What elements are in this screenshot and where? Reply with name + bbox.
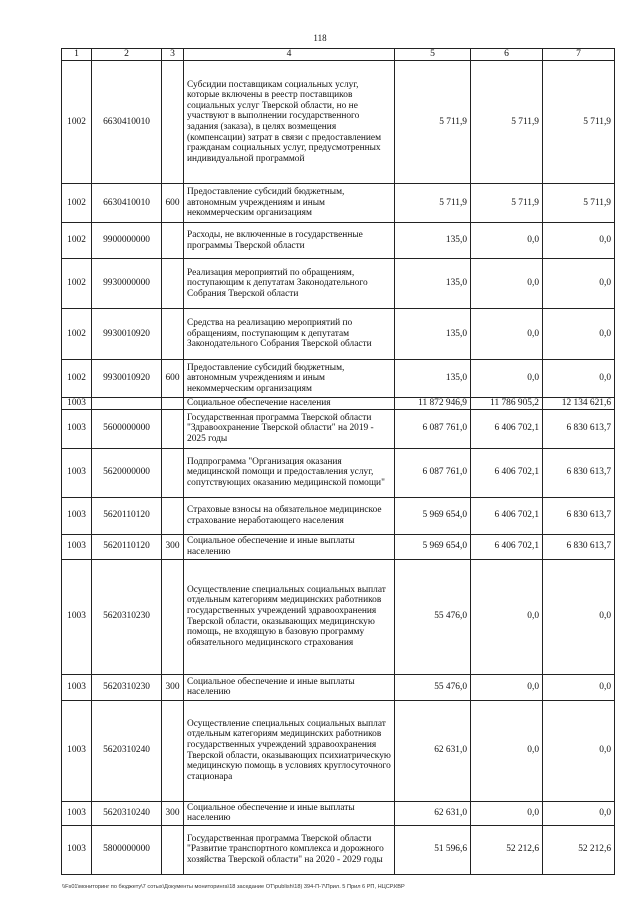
amount-col-5: 55 476,0 <box>395 674 471 700</box>
amount-col-6: 5 711,9 <box>471 184 543 223</box>
section-code: 1002 <box>62 184 92 223</box>
expense-type-code: 600 <box>162 184 184 223</box>
expense-type-code <box>162 398 184 410</box>
amount-col-5: 51 596,6 <box>395 825 471 874</box>
section-code: 1003 <box>62 398 92 410</box>
expense-type-code <box>162 259 184 309</box>
amount-col-7: 0,0 <box>543 223 615 259</box>
section-code: 1003 <box>62 448 92 497</box>
amount-col-7: 5 711,9 <box>543 61 615 184</box>
target-article-code: 5600000000 <box>92 409 162 448</box>
expense-type-code: 600 <box>162 360 184 398</box>
page-number: 118 <box>313 33 327 43</box>
amount-col-5: 135,0 <box>395 259 471 309</box>
amount-col-6: 0,0 <box>471 674 543 700</box>
section-code: 1002 <box>62 223 92 259</box>
target-article-code: 9900000000 <box>92 223 162 259</box>
section-code: 1003 <box>62 801 92 825</box>
amount-col-6: 0,0 <box>471 700 543 801</box>
amount-col-6: 0,0 <box>471 360 543 398</box>
amount-col-6: 11 786 905,2 <box>471 398 543 410</box>
target-article-code: 5620310240 <box>92 801 162 825</box>
amount-col-6: 0,0 <box>471 801 543 825</box>
expense-type-code <box>162 61 184 184</box>
table-row <box>62 801 615 825</box>
target-article-code: 6630410010 <box>92 61 162 184</box>
amount-col-6: 0,0 <box>471 259 543 309</box>
row-description: Реализация мероприятий по обращениям, поступающим к депутатам Законодательного Собрания Тверской области <box>184 259 395 309</box>
row-description: Предоставление субсидий бюджетным, автономным учреждениям и иным некоммерческим организациям <box>184 184 395 223</box>
table-row <box>62 259 615 309</box>
amount-col-7: 0,0 <box>543 674 615 700</box>
section-code: 1003 <box>62 674 92 700</box>
amount-col-6: 6 406 702,1 <box>471 409 543 448</box>
amount-col-5: 62 631,0 <box>395 801 471 825</box>
expense-type-code <box>162 223 184 259</box>
table-row <box>62 497 615 534</box>
row-description: Социальное обеспечение и иные выплаты населению <box>184 801 395 825</box>
target-article-code: 5800000000 <box>92 825 162 874</box>
table-row <box>62 409 615 448</box>
amount-col-6: 6 406 702,1 <box>471 534 543 559</box>
amount-col-7: 6 830 613,7 <box>543 409 615 448</box>
header-col-2: 2 <box>92 49 162 61</box>
expense-type-code: 300 <box>162 674 184 700</box>
table-row <box>62 825 615 874</box>
row-description: Осуществление специальных социальных выплат отдельным категориям медицинских работников государственных учреждений здравоохранения Тверской области, оказывающих психиатрическую медицинскую помощь в условиях круглосуточного стационара <box>184 700 395 801</box>
row-description: Социальное обеспечение и иные выплаты населению <box>184 674 395 700</box>
header-col-1: 1 <box>62 49 92 61</box>
amount-col-5: 135,0 <box>395 309 471 360</box>
amount-col-5: 135,0 <box>395 360 471 398</box>
row-description: Средства на реализацию мероприятий по обращениям, поступающим к депутатам Законодательного Собрания Тверской области <box>184 309 395 360</box>
target-article-code: 5620110120 <box>92 497 162 534</box>
header-col-6: 6 <box>471 49 543 61</box>
amount-col-5: 11 872 946,9 <box>395 398 471 410</box>
amount-col-5: 5 711,9 <box>395 61 471 184</box>
row-description: Социальное обеспечение населения <box>184 398 395 410</box>
amount-col-7: 6 830 613,7 <box>543 497 615 534</box>
header-col-4: 4 <box>184 49 395 61</box>
amount-col-7: 12 134 621,6 <box>543 398 615 410</box>
amount-col-7: 0,0 <box>543 700 615 801</box>
amount-col-5: 5 711,9 <box>395 184 471 223</box>
table-row <box>62 398 615 410</box>
table-row <box>62 448 615 497</box>
amount-col-6: 0,0 <box>471 223 543 259</box>
amount-col-5: 55 476,0 <box>395 559 471 674</box>
amount-col-6: 6 406 702,1 <box>471 448 543 497</box>
amount-col-5: 5 969 654,0 <box>395 534 471 559</box>
row-description: Расходы, не включенные в государственные программы Тверской области <box>184 223 395 259</box>
table-row <box>62 61 615 184</box>
amount-col-7: 0,0 <box>543 309 615 360</box>
target-article-code: 5620310230 <box>92 674 162 700</box>
target-article-code: 9930010920 <box>92 309 162 360</box>
amount-col-7: 0,0 <box>543 360 615 398</box>
row-description: Осуществление специальных социальных выплат отдельным категориям медицинских работников государственных учреждений здравоохранения Тверской области, оказывающих медицинскую помощь, не входящую в базовую программу обязательного медицинского страхования <box>184 559 395 674</box>
amount-col-6: 6 406 702,1 <box>471 497 543 534</box>
amount-col-5: 5 969 654,0 <box>395 497 471 534</box>
amount-col-5: 6 087 761,0 <box>395 448 471 497</box>
target-article-code: 9930010920 <box>92 360 162 398</box>
expense-type-code <box>162 309 184 360</box>
amount-col-7: 6 830 613,7 <box>543 534 615 559</box>
target-article-code: 5620310230 <box>92 559 162 674</box>
expense-type-code <box>162 700 184 801</box>
amount-col-6: 52 212,6 <box>471 825 543 874</box>
expense-type-code <box>162 497 184 534</box>
footer-file-path: \\Fs01\мониторинг по бюджету\7 сотых\Документы мониторинга\18 заседание ОТ\publish\18) 394-П-7\Прил. 5 Прил 6 РП, НЦСР.КВР <box>62 884 405 890</box>
section-code: 1003 <box>62 559 92 674</box>
expense-type-code <box>162 448 184 497</box>
section-code: 1003 <box>62 497 92 534</box>
amount-col-7: 0,0 <box>543 801 615 825</box>
header-col-3: 3 <box>162 49 184 61</box>
target-article-code: 5620000000 <box>92 448 162 497</box>
amount-col-5: 62 631,0 <box>395 700 471 801</box>
header-row <box>62 49 615 61</box>
expense-type-code <box>162 825 184 874</box>
row-description: Страховые взносы на обязательное медицинское страхование неработающего населения <box>184 497 395 534</box>
target-article-code: 6630410010 <box>92 184 162 223</box>
section-code: 1003 <box>62 825 92 874</box>
row-description: Субсидии поставщикам социальных услуг, которые включены в реестр поставщиков социальных услуг Тверской области, но не участвуют в выполнении государственного задания (заказа), в целях возмещения (компенсации) затрат в связи с предоставлением гражданам социальных услуг, предусмотренных индивидуальной программой <box>184 61 395 184</box>
row-description: Социальное обеспечение и иные выплаты населению <box>184 534 395 559</box>
target-article-code <box>92 398 162 410</box>
section-code: 1003 <box>62 534 92 559</box>
target-article-code: 5620310240 <box>92 700 162 801</box>
amount-col-7: 5 711,9 <box>543 184 615 223</box>
table-row <box>62 360 615 398</box>
expense-type-code: 300 <box>162 801 184 825</box>
amount-col-5: 135,0 <box>395 223 471 259</box>
amount-col-6: 5 711,9 <box>471 61 543 184</box>
row-description: Государственная программа Тверской области "Здравоохранение Тверской области" на 2019 - 2025 годы <box>184 409 395 448</box>
amount-col-6: 0,0 <box>471 309 543 360</box>
header-col-7: 7 <box>543 49 615 61</box>
budget-table <box>61 48 615 875</box>
section-code: 1002 <box>62 61 92 184</box>
table-row <box>62 184 615 223</box>
expense-type-code <box>162 409 184 448</box>
expense-type-code: 300 <box>162 534 184 559</box>
amount-col-7: 52 212,6 <box>543 825 615 874</box>
expense-type-code <box>162 559 184 674</box>
amount-col-6: 0,0 <box>471 559 543 674</box>
amount-col-7: 0,0 <box>543 259 615 309</box>
amount-col-5: 6 087 761,0 <box>395 409 471 448</box>
section-code: 1003 <box>62 700 92 801</box>
section-code: 1002 <box>62 259 92 309</box>
target-article-code: 5620110120 <box>92 534 162 559</box>
target-article-code: 9930000000 <box>92 259 162 309</box>
section-code: 1002 <box>62 360 92 398</box>
table-row <box>62 700 615 801</box>
amount-col-7: 0,0 <box>543 559 615 674</box>
table-row <box>62 559 615 674</box>
table-row <box>62 223 615 259</box>
table-row <box>62 674 615 700</box>
table-row <box>62 309 615 360</box>
row-description: Предоставление субсидий бюджетным, автономным учреждениям и иным некоммерческим организациям <box>184 360 395 398</box>
section-code: 1003 <box>62 409 92 448</box>
row-description: Государственная программа Тверской области "Развитие транспортного комплекса и дорожного хозяйства Тверской области" на 2020 - 2029 годы <box>184 825 395 874</box>
table-row <box>62 534 615 559</box>
amount-col-7: 6 830 613,7 <box>543 448 615 497</box>
header-col-5: 5 <box>395 49 471 61</box>
section-code: 1002 <box>62 309 92 360</box>
row-description: Подпрограмма "Организация оказания медицинской помощи и предоставления услуг, сопутствующих оказанию медицинской помощи" <box>184 448 395 497</box>
